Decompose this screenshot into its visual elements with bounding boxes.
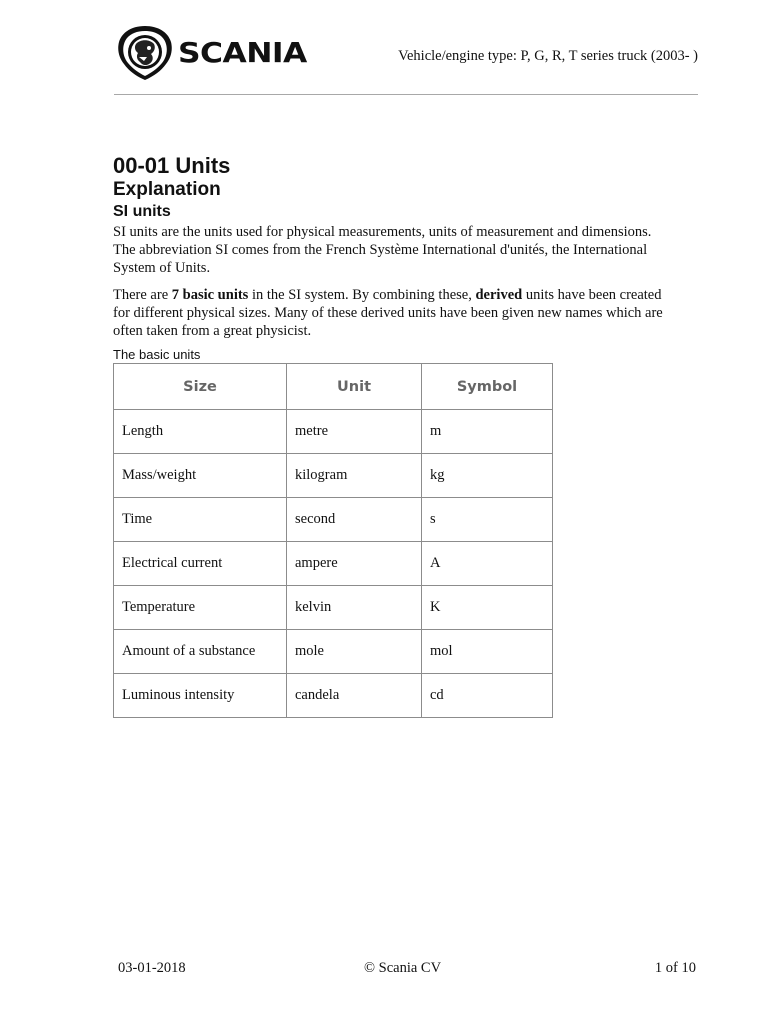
brand-wordmark: SCANIA <box>178 36 307 69</box>
cell-size: Luminous intensity <box>114 674 287 718</box>
paragraph-bold-text: derived <box>475 287 523 303</box>
cell-unit: second <box>287 498 422 542</box>
cell-unit: mole <box>287 630 422 674</box>
cell-unit: metre <box>287 410 422 454</box>
table-row <box>114 410 553 454</box>
section-heading: SI units <box>113 203 171 220</box>
table-row <box>114 498 553 542</box>
cell-size: Time <box>114 498 287 542</box>
table-row <box>114 454 553 498</box>
basic-units-paragraph <box>113 286 673 340</box>
cell-size: Electrical current <box>114 542 287 586</box>
paragraph-text: There are <box>113 287 172 303</box>
page-title: 00-01 Units <box>113 153 231 178</box>
cell-symbol: A <box>422 542 553 586</box>
cell-symbol: mol <box>422 630 553 674</box>
cell-unit: candela <box>287 674 422 718</box>
cell-size: Temperature <box>114 586 287 630</box>
page-footer <box>118 960 696 980</box>
table-header-row <box>114 364 553 410</box>
table-row <box>114 674 553 718</box>
paragraph-text: units have been created for different physical sizes. Many of these derived units have been given new names which are often taken from a great physicist. <box>113 287 663 339</box>
column-header-symbol: Symbol <box>422 364 553 410</box>
basic-units-table <box>113 363 553 718</box>
page-number: 1 of 10 <box>654 960 696 976</box>
cell-unit: kilogram <box>287 454 422 498</box>
cell-size: Length <box>114 410 287 454</box>
page-header <box>114 22 698 84</box>
table-row <box>114 630 553 674</box>
vehicle-type-label: Vehicle/engine type: P, G, R, T series truck (2003- ) <box>398 48 698 64</box>
column-header-unit: Unit <box>287 364 422 410</box>
table-row <box>114 586 553 630</box>
table-row <box>114 542 553 586</box>
header-divider <box>114 94 698 95</box>
page-subtitle: Explanation <box>113 179 221 200</box>
cell-size: Amount of a substance <box>114 630 287 674</box>
cell-symbol: K <box>422 586 553 630</box>
paragraph-text: in the SI system. By combining these, <box>248 287 476 303</box>
column-header-size: Size <box>114 364 287 410</box>
cell-symbol: kg <box>422 454 553 498</box>
paragraph-bold-text: 7 basic units <box>171 287 249 303</box>
cell-unit: ampere <box>287 542 422 586</box>
cell-symbol: cd <box>422 674 553 718</box>
cell-unit: kelvin <box>287 586 422 630</box>
cell-size: Mass/weight <box>114 454 287 498</box>
footer-date: 03-01-2018 <box>118 960 186 976</box>
table-caption: The basic units <box>113 347 201 362</box>
cell-symbol: s <box>422 498 553 542</box>
footer-copyright: © Scania CV <box>364 960 442 976</box>
scania-griffin-logo-icon <box>116 24 174 82</box>
intro-paragraph: SI units are the units used for physical measurements, units of measurement and dimensions. The abbreviation SI comes from the French Système International d'unités, the International System of Units. <box>113 224 652 276</box>
cell-symbol: m <box>422 410 553 454</box>
